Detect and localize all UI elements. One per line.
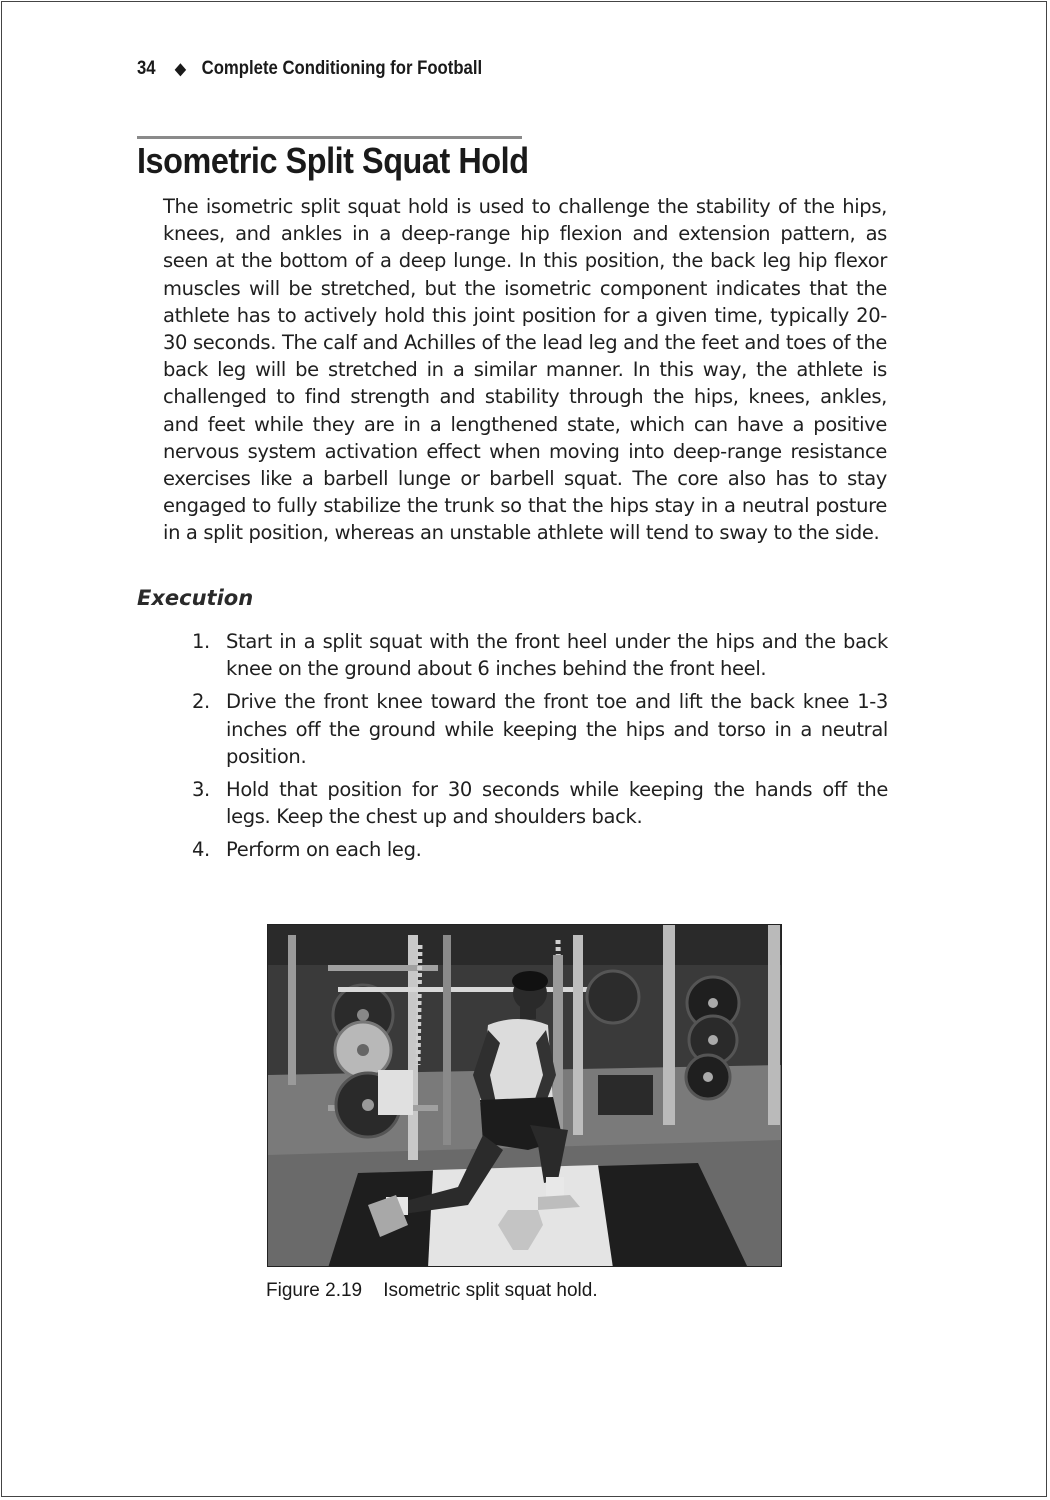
running-head bbox=[137, 56, 482, 82]
figure-caption-text: Isometric split squat hold. bbox=[383, 1280, 598, 1301]
step-number: 3. bbox=[192, 778, 210, 802]
section-title: Isometric Split Squat Hold bbox=[137, 140, 529, 181]
body-paragraph: The isometric split squat hold is used to challenge the stability of the hips, knees, and ankles in a deep-range hip flexion and extension pattern, as seen at the bottom of a deep lunge. In this position, the back leg hip flexor muscles will be stretched, but the isometric component indicates that the athlete has to actively hold this joint position for a given time, typically 20-30 seconds. The calf and Achilles of the lead leg and the feet and toes of the back leg will be stretched in a similar manner. In this way, the athlete is challenged to find strength and stability through the hips, knees, ankles, and feet while they are in a lengthened state, which can have a positive nervous system activation effect when moving into deep-range resistance exercises like a barbell lunge or barbell squat. The core also has to stay engaged to fully stabilize the trunk so that the hips stay in a neutral posture in a split position, whereas an unstable athlete will tend to sway to the side. bbox=[163, 195, 887, 545]
execution-heading: Execution bbox=[137, 586, 254, 610]
step-number: 4. bbox=[192, 838, 210, 862]
step-text: Drive the front knee toward the front toe and lift the back knee 1-3 inches off the ground while keeping the hips and torso in a neutral position. bbox=[226, 690, 888, 768]
step-number: 2. bbox=[192, 690, 210, 714]
step-item bbox=[180, 836, 888, 863]
book-title: Complete Conditioning for Football bbox=[201, 58, 483, 79]
step-number: 1. bbox=[192, 630, 210, 653]
figure-label: Figure 2.19 bbox=[266, 1280, 363, 1301]
step-item bbox=[180, 776, 888, 830]
diamond-icon: ◆ bbox=[174, 61, 186, 78]
title-rule bbox=[137, 136, 522, 139]
execution-steps bbox=[180, 628, 888, 870]
step-text: Start in a split squat with the front heel under the hips and the back knee on the ground about 6 inches behind the front heel. bbox=[226, 630, 888, 681]
page-number: 34 bbox=[137, 58, 156, 79]
figure-caption bbox=[266, 1280, 598, 1302]
step-item bbox=[180, 688, 888, 770]
step-text: Hold that position for 30 seconds while keeping the hands off the legs. Keep the chest up and shoulders back. bbox=[226, 778, 888, 829]
step-item bbox=[180, 628, 888, 682]
step-text: Perform on each leg. bbox=[226, 838, 422, 862]
photo-illustration bbox=[268, 925, 782, 1267]
exercise-photo bbox=[267, 924, 782, 1267]
